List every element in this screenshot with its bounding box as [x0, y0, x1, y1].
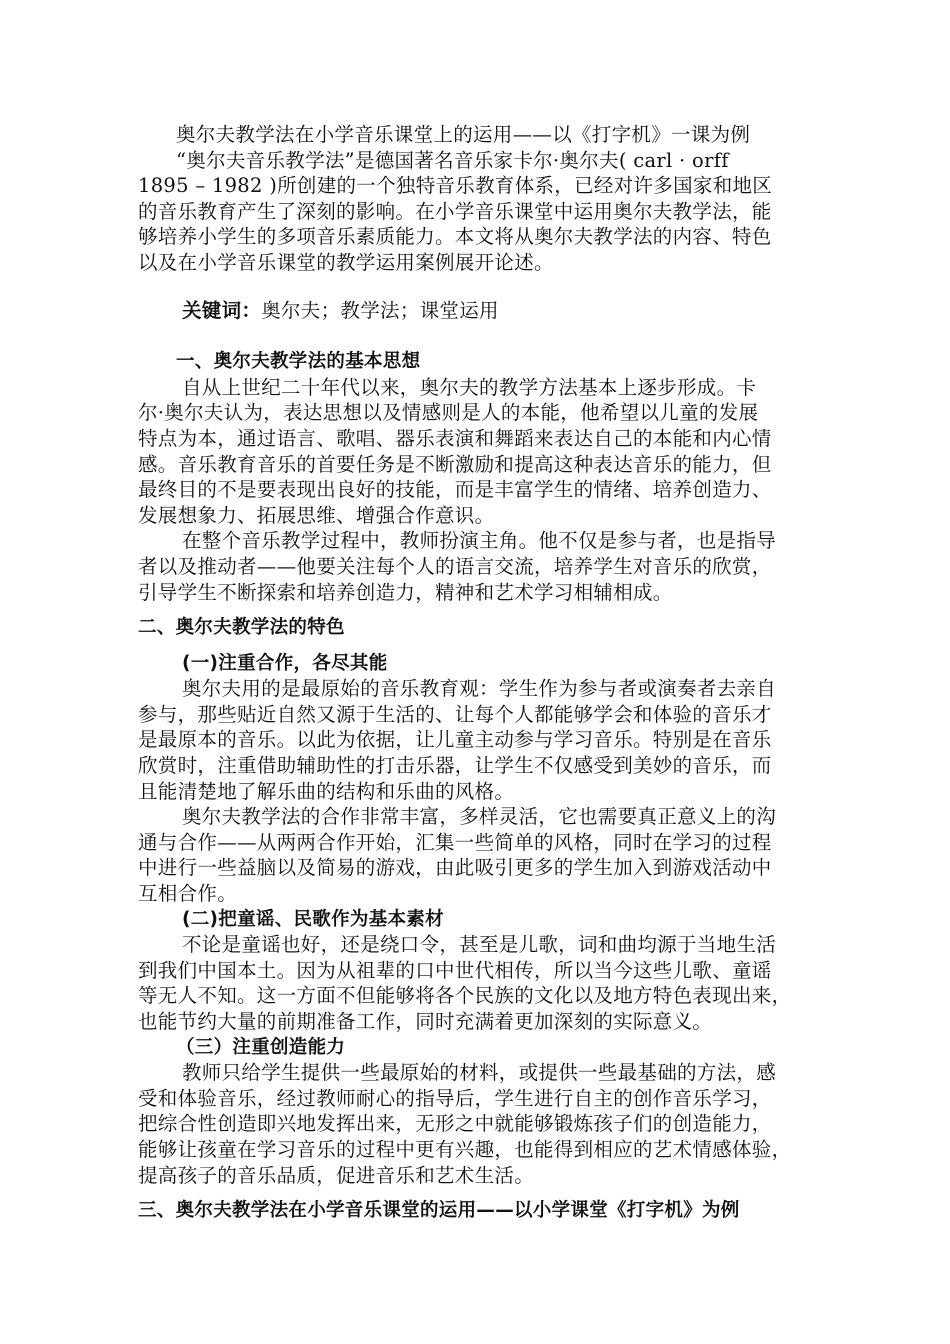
sub3-paragraph1 — [138, 1060, 862, 1188]
abstract — [138, 148, 862, 276]
paragraph-line: 尔·奥尔夫认为，表达思想以及情感则是人的本能，他希望以儿童的发展 — [138, 401, 759, 425]
paragraph-line: 感。音乐教育音乐的首要任务是不断激励和提高这种表达音乐的能力，但 — [138, 452, 772, 476]
abstract-line: 以及在小学音乐课堂的教学运用案例展开论述。 — [138, 250, 554, 274]
abstract-line: “奥尔夫音乐教学法”是德国著名音乐家卡尔·奥尔夫( carl · orff — [176, 148, 729, 172]
paragraph-line: 互相合作。 — [138, 882, 238, 906]
document-title: 奥尔夫教学法在小学音乐课堂上的运用——以《打字机》一课为例 — [176, 123, 751, 146]
subsection-heading: (一)注重合作，各尽其能 — [182, 652, 388, 674]
paragraph-line: 引导学生不断探索和培养创造力，精神和艺术学习相辅相成。 — [138, 580, 673, 604]
paragraph-line: 中进行一些益脑以及简易的游戏，由此吸引更多的学生加入到游戏活动中 — [138, 856, 772, 880]
paragraph-line: 提高孩子的音乐品质，促进音乐和艺术生活。 — [138, 1163, 535, 1187]
keywords — [138, 298, 862, 324]
paragraph-line: 教师只给学生提供一些最原始的材料，或提供一些最基础的方法，感 — [182, 1061, 777, 1085]
paragraph-line: 能够让孩童在学习音乐的过程中更有兴趣，也能得到相应的艺术情感体验， — [138, 1137, 792, 1161]
paragraph-line: 发展想象力、拓展思维、增强合作意识。 — [138, 503, 495, 527]
paragraph-line: 不论是童谣也好，还是绕口令，甚至是儿歌，词和曲均源于当地生活 — [182, 933, 777, 957]
paragraph-line: 把综合性创造即兴地发挥出来，无形之中就能够锻炼孩子们的创造能力， — [138, 1112, 772, 1136]
paragraph-line: 在整个音乐教学过程中，教师扮演主角。他不仅是参与者，也是指导 — [182, 529, 777, 553]
paragraph-line: 到我们中国本土。因为从祖辈的口中世代相传，所以当今这些儿歌、童谣 — [138, 958, 772, 982]
sub1-paragraph1 — [138, 676, 862, 804]
paragraph-line: 参与，那些贴近自然又源于生活的、让每个人都能够学会和体验的音乐才 — [138, 702, 772, 726]
abstract-line: 1895 – 1982 )所创建的一个独特音乐教育体系，已经对许多国家和地区 — [138, 174, 773, 198]
abstract-line: 的音乐教育产生了深刻的影响。在小学音乐课堂中运用奥尔夫教学法，能 — [138, 199, 772, 223]
paragraph-line: 等无人不知。这一方面不但能够将各个民族的文化以及地方特色表现出来， — [138, 984, 792, 1008]
section-heading: 三、奥尔夫教学法在小学音乐课堂的运用——以小学课堂《打字机》为例 — [138, 1200, 740, 1222]
paragraph-line: 者以及推动者——他要关注每个人的语言交流，培养学生对音乐的欣赏， — [138, 554, 772, 578]
paragraph-line: 特点为本，通过语言、歌唱、器乐表演和舞蹈来表达自己的本能和内心情 — [138, 426, 772, 450]
keywords-label: 关键词： — [182, 298, 262, 322]
paragraph-line: 欣赏时，注重借助辅助性的打击乐器，让学生不仅感受到美妙的音乐，而 — [138, 754, 772, 778]
sub1-paragraph2 — [138, 804, 862, 906]
subsection-heading: （三）注重创造能力 — [176, 1036, 346, 1058]
section-heading: 一、奥尔夫教学法的基本思想 — [176, 351, 421, 373]
paragraph-line: 最终目的不是要表现出良好的技能，而是丰富学生的情绪、培养创造力、 — [138, 478, 772, 502]
section-heading: 二、奥尔夫教学法的特色 — [138, 617, 345, 639]
paragraph-line: 奥尔夫教学法的合作非常丰富，多样灵活，它也需要真正意义上的沟 — [182, 805, 777, 829]
paragraph-line: 自从上世纪二十年代以来，奥尔夫的教学方法基本上逐步形成。卡 — [182, 375, 757, 399]
section1-paragraph2 — [138, 528, 862, 605]
paragraph-line: 奥尔夫用的是最原始的音乐教育观：学生作为参与者或演奏者去亲自 — [182, 677, 777, 701]
paragraph-line: 是最原本的音乐。以此为依据，让儿童主动参与学习音乐。特别是在音乐 — [138, 728, 772, 752]
paragraph-line: 且能清楚地了解乐曲的结构和乐曲的风格。 — [138, 779, 515, 803]
subsection-heading: (二)把童谣、民歌作为基本素材 — [182, 908, 444, 930]
paragraph-line: 受和体验音乐，经过教师耐心的指导后，学生进行自主的创作音乐学习， — [138, 1086, 772, 1110]
section1-paragraph1 — [138, 375, 862, 529]
sub2-paragraph1 — [138, 932, 862, 1034]
paragraph-line: 也能节约大量的前期准备工作，同时充满着更加深刻的实际意义。 — [138, 1010, 713, 1033]
abstract-line: 够培养小学生的多项音乐素质能力。本文将从奥尔夫教学法的内容、特色 — [138, 225, 772, 249]
document-page — [138, 122, 862, 1224]
keywords-text: 奥尔夫；教学法；课堂运用 — [261, 298, 499, 322]
paragraph-line: 通与合作——从两两合作开始，汇集一些简单的风格，同时在学习的过程 — [138, 830, 772, 854]
